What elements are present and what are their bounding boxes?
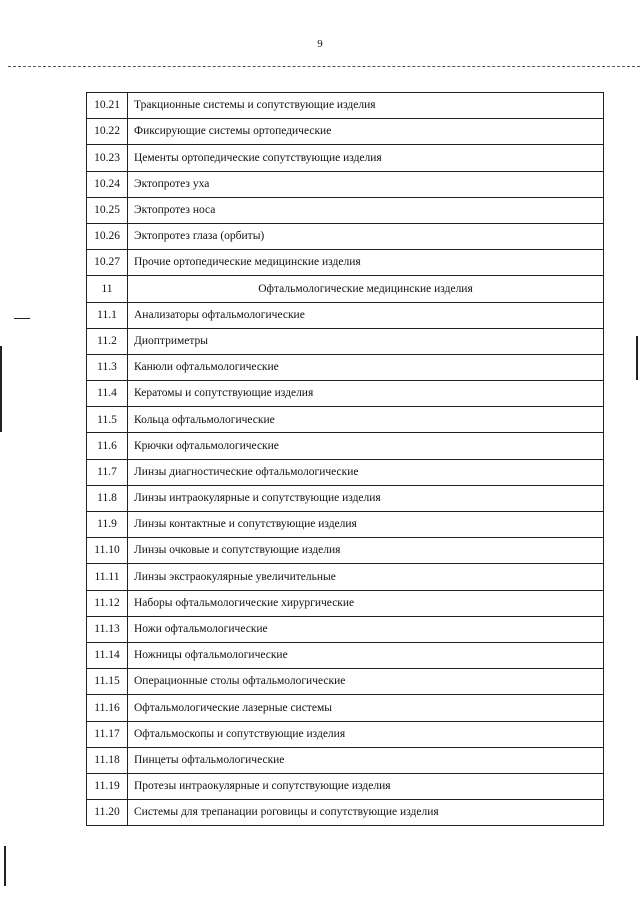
row-code: 11.3 [87,354,128,380]
row-name: Кератомы и сопутствующие изделия [128,381,604,407]
row-name: Линзы очковые и сопутствующие изделия [128,538,604,564]
scan-artifact-mark [0,346,2,432]
row-name: Эктопротез носа [128,197,604,223]
row-name: Канюли офтальмологические [128,354,604,380]
table-row [87,223,604,249]
device-category-table [86,92,604,826]
row-code: 10.22 [87,119,128,145]
row-name: Диоптриметры [128,328,604,354]
row-code: 10.24 [87,171,128,197]
table-row [87,721,604,747]
table-row [87,171,604,197]
table-row [87,773,604,799]
row-name: Линзы диагностические офтальмологические [128,459,604,485]
table-row [87,590,604,616]
row-code: 11.13 [87,616,128,642]
row-code: 11.19 [87,773,128,799]
table-body [87,93,604,826]
table-row [87,381,604,407]
section-row [87,276,604,302]
row-code: 11.10 [87,538,128,564]
table-row [87,800,604,826]
row-name: Кольца офтальмологические [128,407,604,433]
row-name: Линзы интраокулярные и сопутствующие изделия [128,485,604,511]
row-name: Тракционные системы и сопутствующие изделия [128,93,604,119]
scan-artifact-line [8,66,640,67]
row-code: 11.6 [87,433,128,459]
table-row [87,302,604,328]
row-code: 11.16 [87,695,128,721]
row-code: 11.1 [87,302,128,328]
row-code: 11.15 [87,669,128,695]
table-row [87,538,604,564]
table-row [87,145,604,171]
row-code: 10.21 [87,93,128,119]
row-name: Анализаторы офтальмологические [128,302,604,328]
table-row [87,669,604,695]
row-code: 11.9 [87,512,128,538]
table-row [87,485,604,511]
row-name: Протезы интраокулярные и сопутствующие изделия [128,773,604,799]
row-code: 11 [87,276,128,302]
row-code: 10.23 [87,145,128,171]
row-name: Офтальмологические медицинские изделия [128,276,604,302]
row-name: Офтальмологические лазерные системы [128,695,604,721]
row-name: Пинцеты офтальмологические [128,747,604,773]
row-name: Эктопротез уха [128,171,604,197]
row-code: 11.11 [87,564,128,590]
row-name: Ножи офтальмологические [128,616,604,642]
row-code: 11.7 [87,459,128,485]
row-name: Цементы ортопедические сопутствующие изделия [128,145,604,171]
table-row [87,459,604,485]
table-row [87,564,604,590]
row-name: Ножницы офтальмологические [128,642,604,668]
page-number: 9 [317,38,323,50]
row-code: 11.17 [87,721,128,747]
scan-artifact-mark [14,318,30,319]
row-name: Офтальмоскопы и сопутствующие изделия [128,721,604,747]
table-row [87,197,604,223]
table-row [87,250,604,276]
table-row [87,119,604,145]
table-row [87,433,604,459]
scan-artifact-mark [636,336,638,380]
table-row [87,354,604,380]
row-code: 11.18 [87,747,128,773]
row-name: Операционные столы офтальмологические [128,669,604,695]
table-row [87,642,604,668]
row-name: Системы для трепанации роговицы и сопутствующие изделия [128,800,604,826]
table-row [87,695,604,721]
row-code: 10.26 [87,223,128,249]
table-row [87,407,604,433]
scan-artifact-mark [4,846,6,886]
row-code: 10.27 [87,250,128,276]
row-code: 11.14 [87,642,128,668]
table-row [87,512,604,538]
row-name: Крючки офтальмологические [128,433,604,459]
table-row [87,93,604,119]
table-row [87,616,604,642]
table-row [87,328,604,354]
row-code: 11.8 [87,485,128,511]
row-name: Линзы экстраокулярные увеличительные [128,564,604,590]
row-name: Линзы контактные и сопутствующие изделия [128,512,604,538]
row-name: Наборы офтальмологические хирургические [128,590,604,616]
row-code: 10.25 [87,197,128,223]
table-row [87,747,604,773]
row-name: Прочие ортопедические медицинские изделия [128,250,604,276]
row-code: 11.5 [87,407,128,433]
row-code: 11.20 [87,800,128,826]
row-name: Эктопротез глаза (орбиты) [128,223,604,249]
row-code: 11.4 [87,381,128,407]
row-code: 11.12 [87,590,128,616]
row-name: Фиксирующие системы ортопедические [128,119,604,145]
row-code: 11.2 [87,328,128,354]
